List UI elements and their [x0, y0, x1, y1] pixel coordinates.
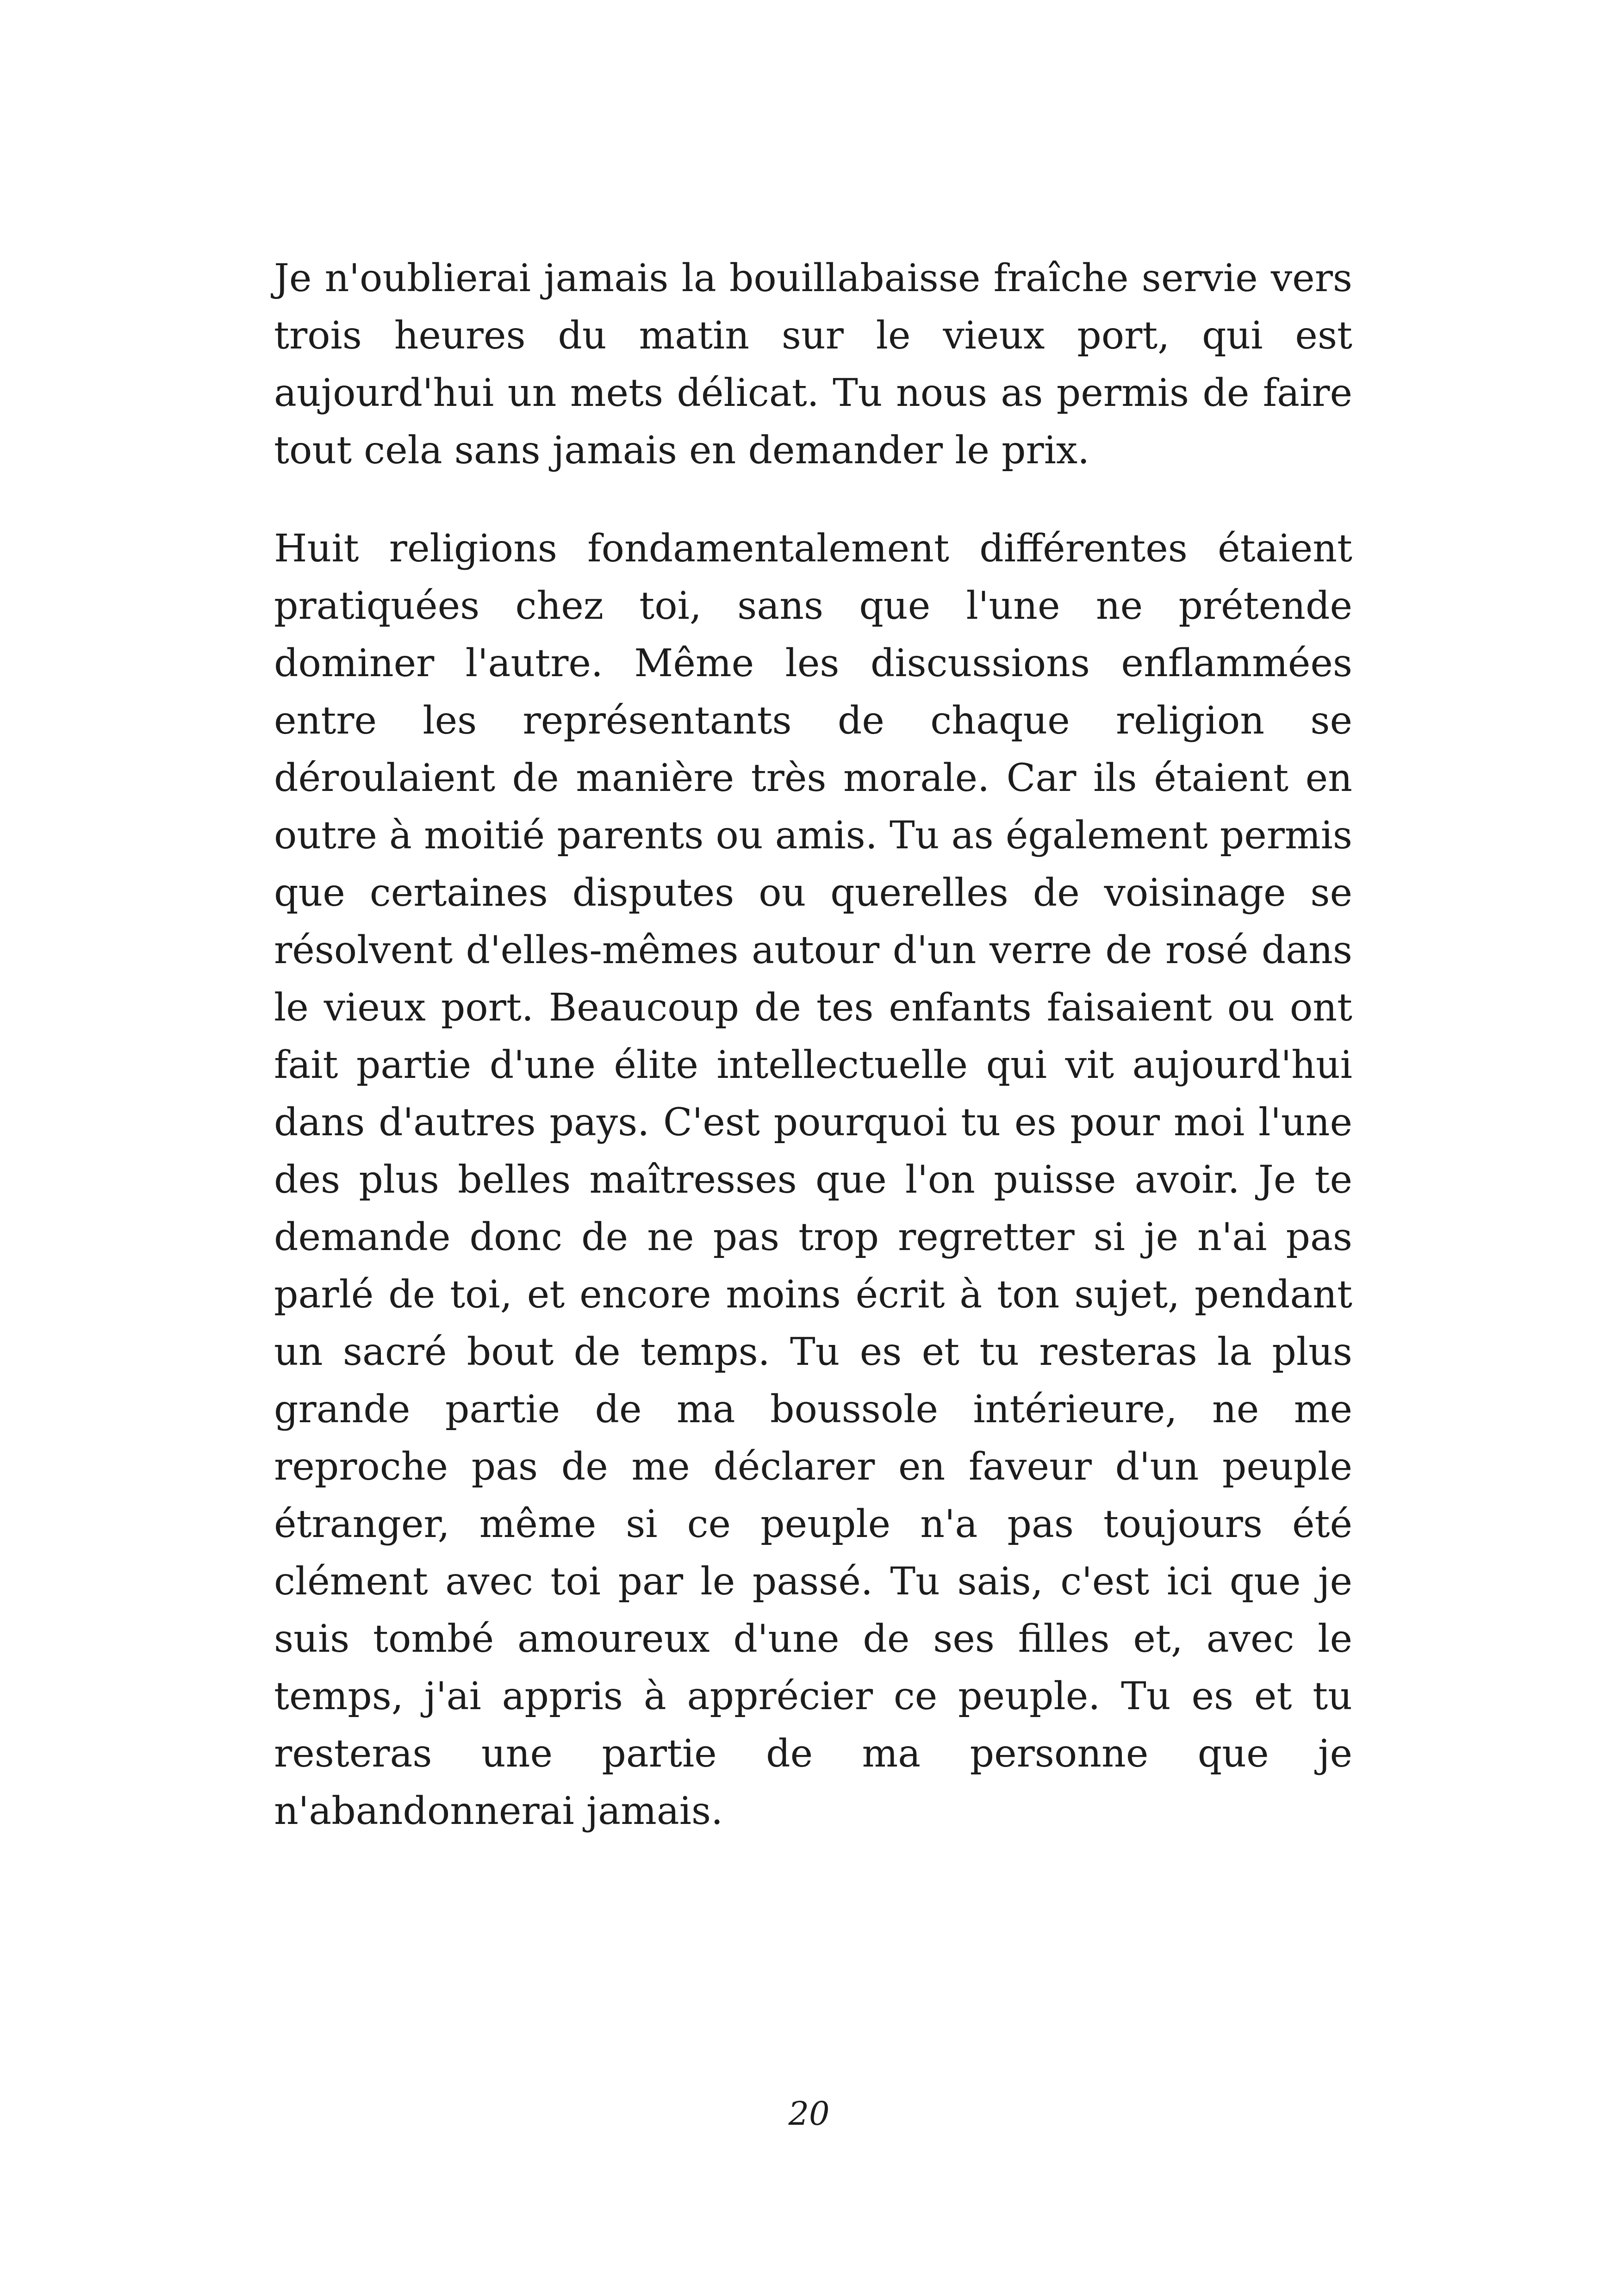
- body-text: [274, 250, 1352, 1840]
- page-number: 20: [788, 2095, 830, 2133]
- paragraph-1: Je n'oublierai jamais la bouillabaisse fraîche servie vers trois heures du matin sur le vieux port, qui est aujourd'hui un mets délicat. Tu nous as permis de faire tout cela sans jamais en demander le prix.: [274, 256, 1352, 473]
- paragraph-2: Huit religions fondamentalement différentes étaient pratiquées chez toi, sans que l'une ne prétende dominer l'autre. Même les discussions enflammées entre les représentants de chaque religion se déroulaient de manière très morale. Car ils étaient en outre à moitié parents ou amis. Tu as également permis que certaines disputes ou querelles de voisinage se résolvent d'elles-mêmes autour d'un verre de rosé dans le vieux port. Beaucoup de tes enfants faisaient ou ont fait partie d'une élite intellectuelle qui vit aujourd'hui dans d'autres pays. C'est pourquoi tu es pour moi l'une des plus belles maîtresses que l'on puisse avoir. Je te demande donc de ne pas trop regretter si je n'ai pas parlé de toi, et encore moins écrit à ton sujet, pendant un sacré bout de temps. Tu es et tu resteras la plus grande partie de ma boussole intérieure, ne me reproche pas de me déclarer en faveur d'un peuple étranger, même si ce peuple n'a pas toujours été clément avec toi par le passé. Tu sais, c'est ici que je suis tombé amoureux d'une de ses filles et, avec le temps, j'ai appris à apprécier ce peuple. Tu es et tu resteras une partie de ma personne que je n'abandonnerai jamais.: [274, 527, 1352, 1833]
